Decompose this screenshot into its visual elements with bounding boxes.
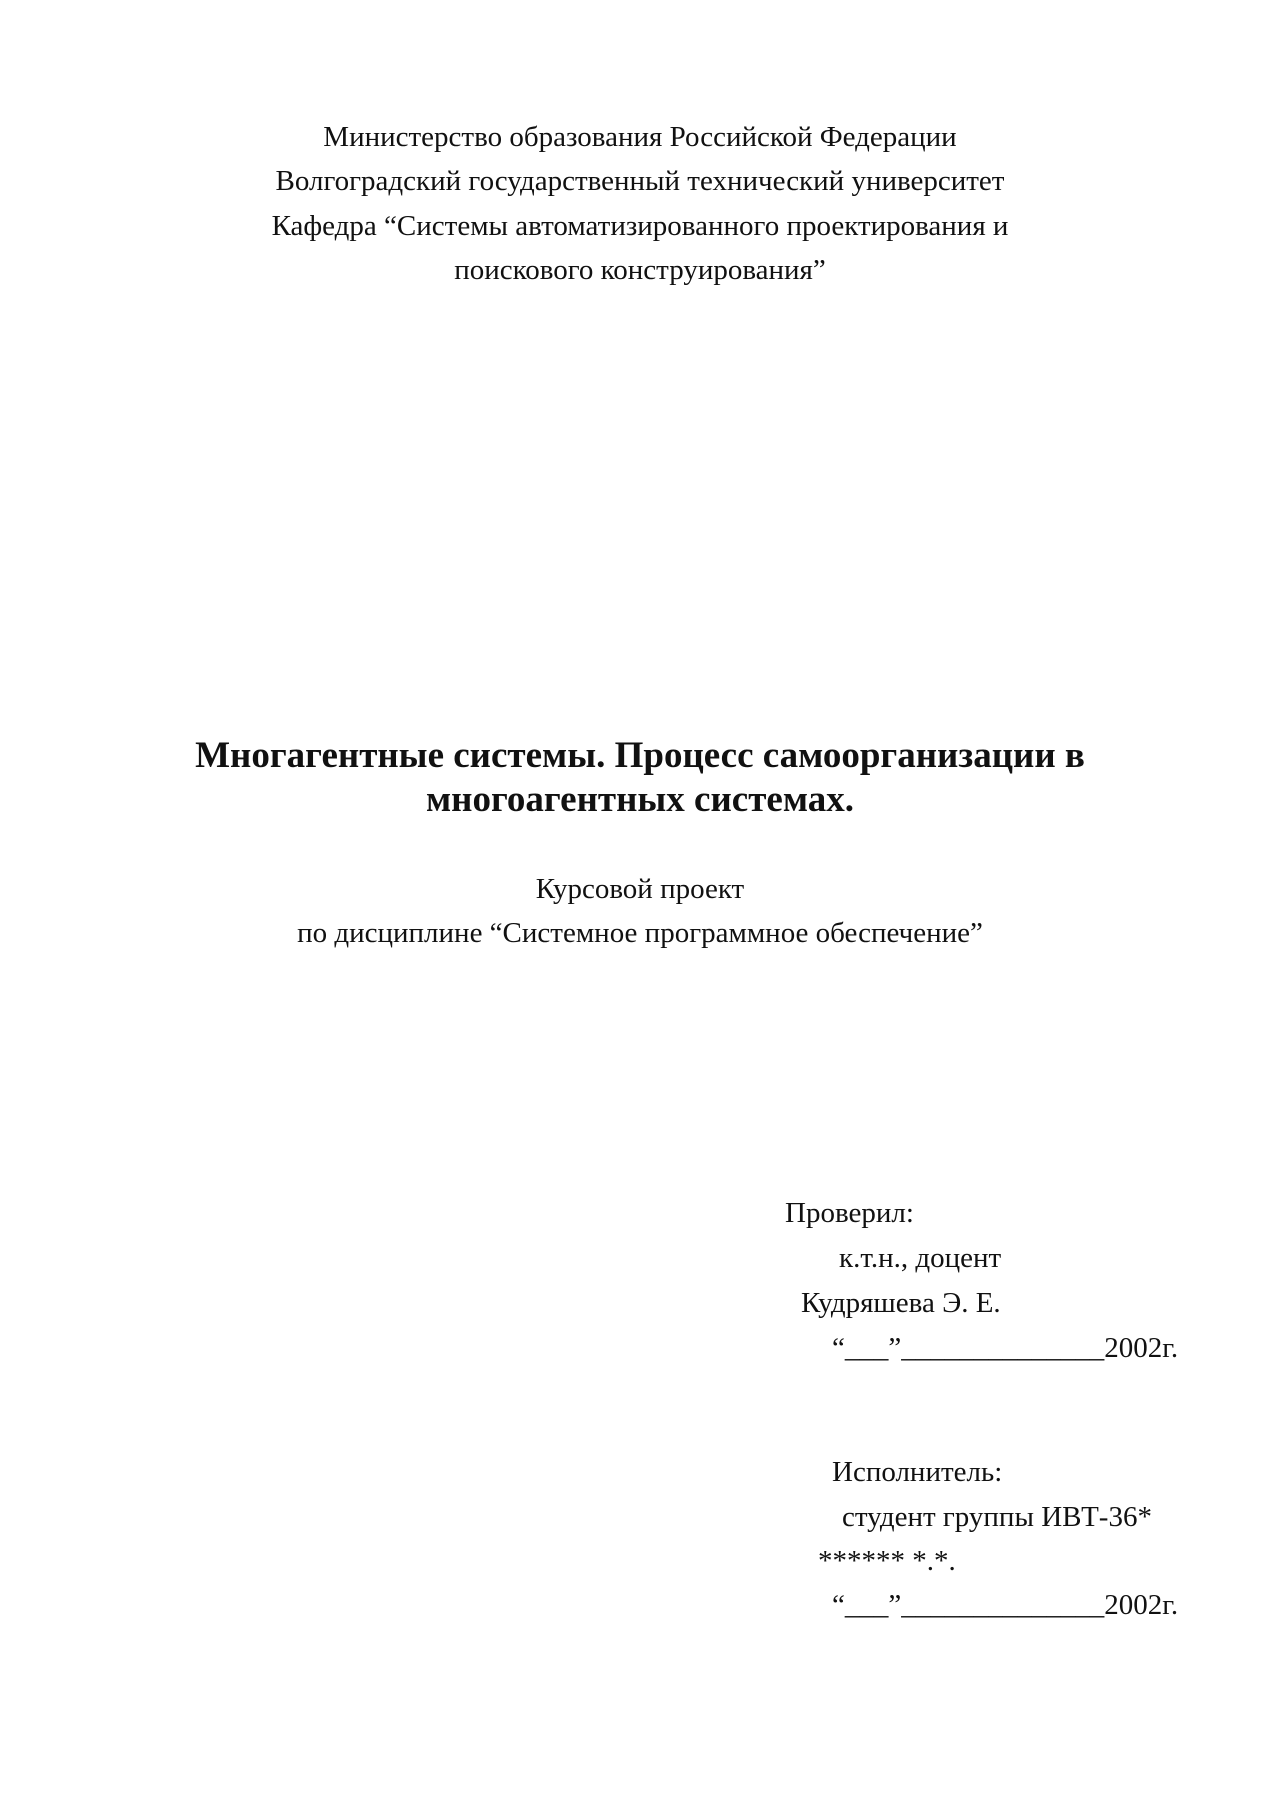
university-line: Волгоградский государственный технический университет <box>275 165 1005 197</box>
reviewer-name: Кудряшева Э. Е. <box>801 1287 1001 1319</box>
department-line-2: поискового конструирования” <box>454 254 826 286</box>
document-title-line-2: многоагентных системах. <box>425 779 855 820</box>
reviewer-degree: к.т.н., доцент <box>839 1242 1002 1274</box>
reviewer-date-line: “___”______________2002г. <box>832 1332 1179 1364</box>
performer-name: ****** *.*. <box>818 1545 956 1577</box>
document-title-line-1: Многагентные системы. Процесс самоорганизации в <box>195 735 1085 776</box>
performer-group: студент группы ИВТ-36* <box>842 1501 1152 1533</box>
ministry-line: Министерство образования Российской Федерации <box>323 121 957 153</box>
subtitle-line-2: по дисциплине “Системное программное обеспечение” <box>297 917 983 949</box>
reviewer-label: Проверил: <box>785 1197 914 1229</box>
department-line-1: Кафедра “Системы автоматизированного проектирования и <box>271 210 1009 242</box>
performer-date-line: “___”______________2002г. <box>832 1589 1179 1621</box>
subtitle-line-1: Курсовой проект <box>535 873 745 905</box>
performer-label: Исполнитель: <box>832 1456 1003 1488</box>
